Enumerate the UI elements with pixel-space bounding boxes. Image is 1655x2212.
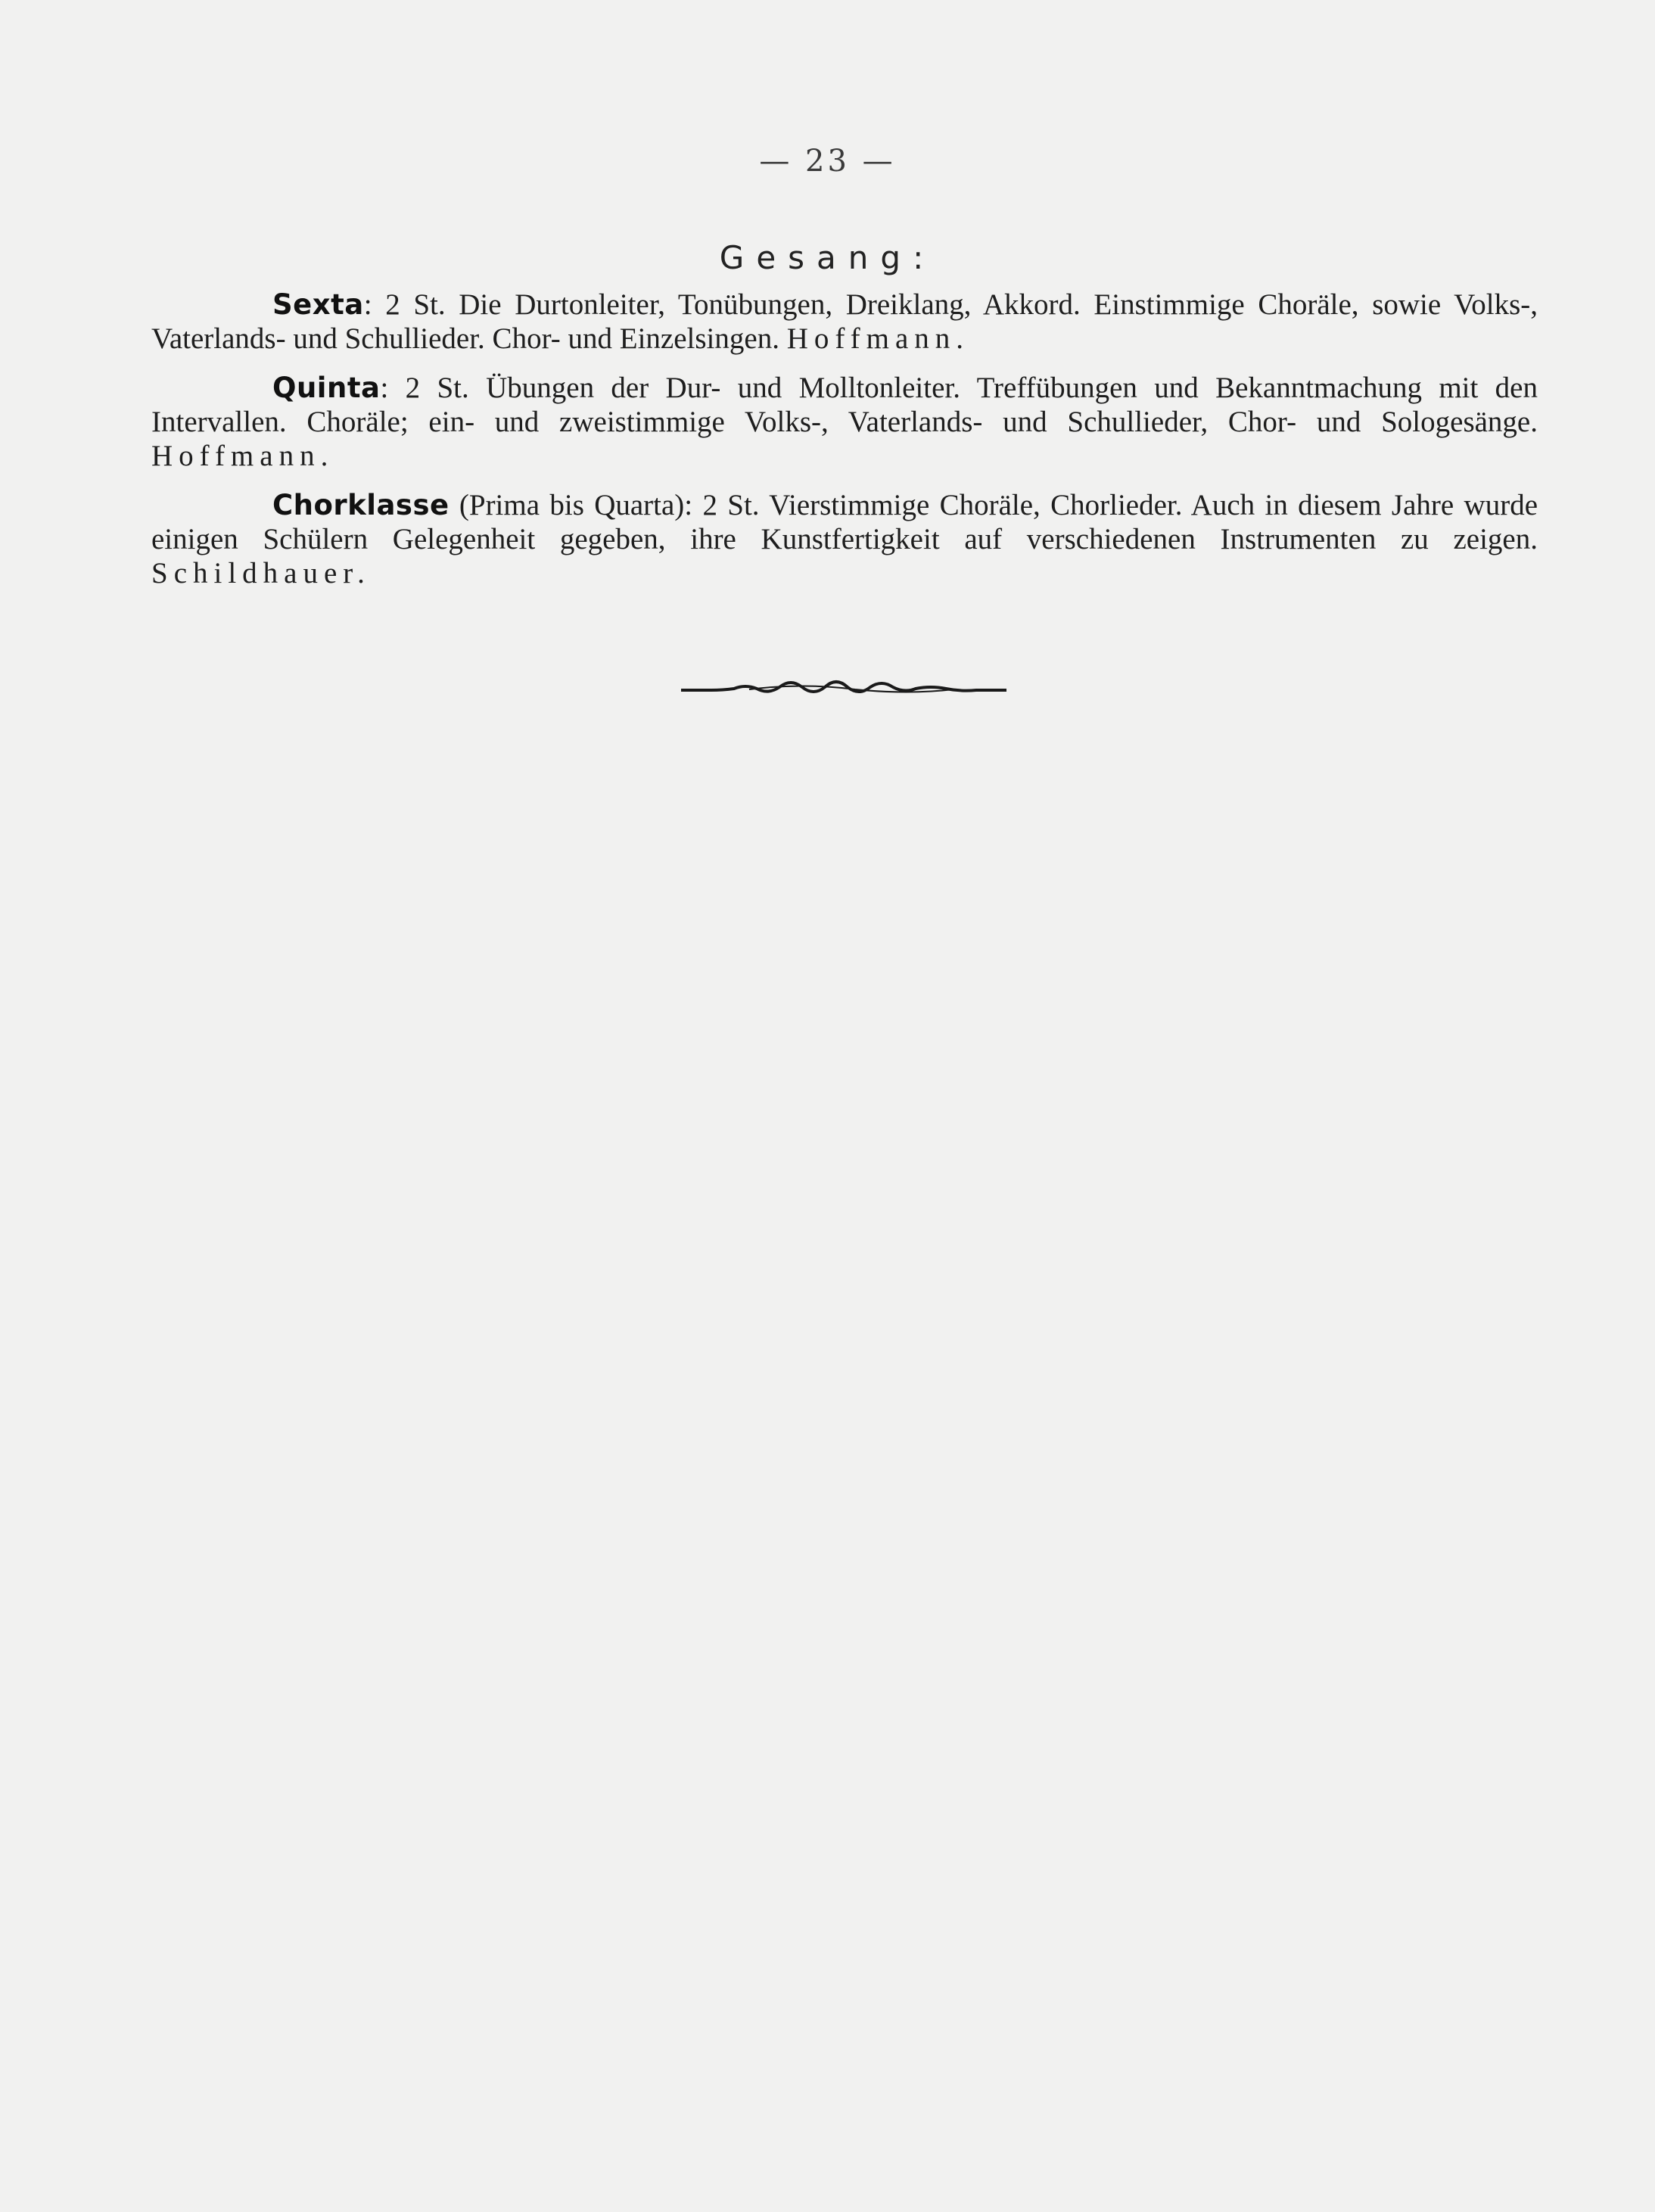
class-label: Quinta (272, 372, 381, 404)
page-number: — 23 — (759, 144, 896, 179)
paragraph-sexta (151, 288, 1538, 356)
class-label: Chorklasse (272, 489, 450, 521)
paragraph-text: 2 St. Übungen der Dur- und Molltonleiter. Treffübungen und Bekanntmachung mit den Intervallen. Choräle; ein- und zweistimmige Volks-, Vaterlands- und Schullieder, Chor- und Sologesänge. (151, 372, 1538, 438)
paragraph-chorklasse (151, 488, 1538, 590)
teacher-name: Schildhauer. (151, 557, 371, 590)
body-text (151, 288, 1538, 605)
class-label: Sexta (272, 288, 364, 321)
label-colon: : (363, 288, 372, 321)
section-title: Gesang: (719, 239, 936, 276)
label-colon: : (380, 372, 389, 404)
paragraph-quinta (151, 371, 1538, 473)
teacher-name: Hoffmann. (786, 322, 970, 355)
paragraph-text: (Prima bis Quarta): 2 St. Vierstimmige Choräle, Chorlieder. Auch in diesem Jahre wurde einigen Schülern Gelegenheit gegeben, ihre Kunstfertigkeit auf verschiedenen Instrumenten zu zeigen. (151, 489, 1538, 555)
teacher-name: Hoffmann. (151, 440, 334, 472)
wavy-line-ornament-icon (681, 666, 1006, 711)
paragraph-text: 2 St. Die Durtonleiter, Tonübungen, Dreiklang, Akkord. Einstimmige Choräle, sowie Volks-, Vaterlands- und Schullieder. Chor- und Einzelsingen. (151, 288, 1538, 355)
